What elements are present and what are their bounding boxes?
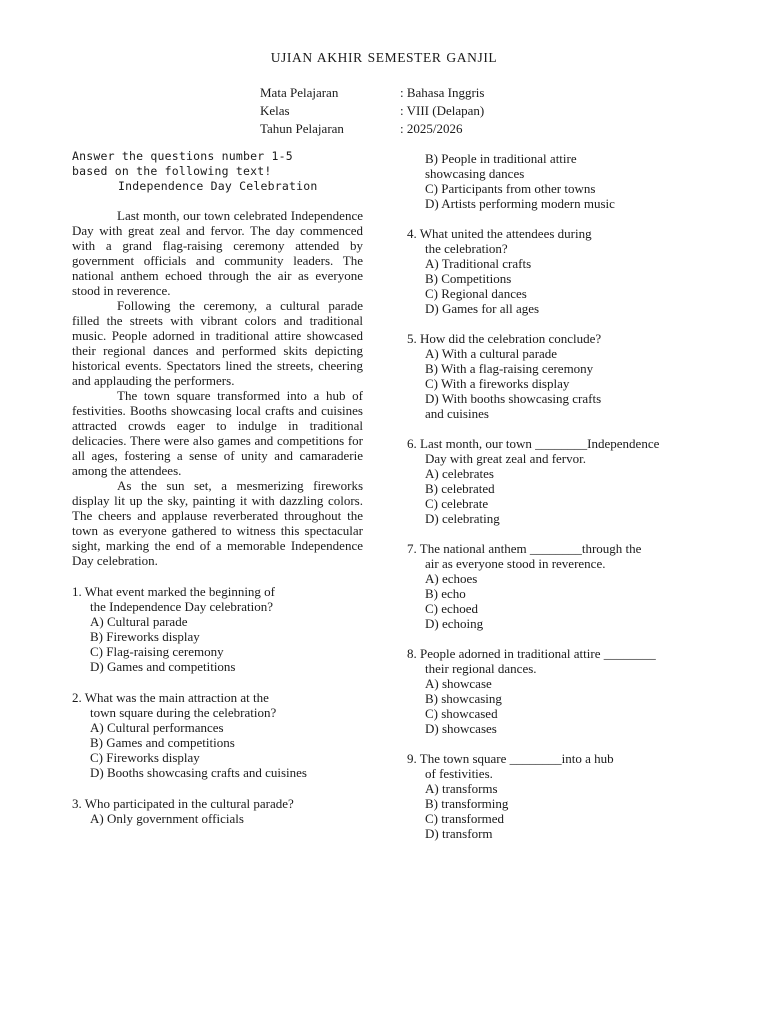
info-row-year bbox=[260, 120, 484, 138]
option: C) Participants from other towns bbox=[425, 181, 596, 196]
story-title: Independence Day Celebration bbox=[118, 179, 318, 193]
option: D) Booths showcasing crafts and cuisines bbox=[90, 765, 307, 780]
option: C) With a fireworks display bbox=[425, 376, 570, 391]
info-value: : VIII (Delapan) bbox=[400, 103, 485, 118]
passage-paragraph: Following the ceremony, a cultural parade filled the streets with vibrant colors and traditional music. People adorned in traditional attire showcased their regional dances and performed skits depicting historical events. Spectators lined the streets, cheering and applauding the performers. bbox=[72, 298, 363, 388]
info-value: : Bahasa Inggris bbox=[400, 85, 485, 100]
option: C) Regional dances bbox=[425, 286, 527, 301]
passage-paragraph: Last month, our town celebrated Independence Day with great zeal and fervor. The day commenced with a grand flag-raising ceremony attended by government officials and community leaders. The national anthem echoed through the air as everyone stood in reverence. bbox=[72, 208, 363, 298]
left-column bbox=[72, 149, 363, 826]
option: A) Only government officials bbox=[90, 811, 244, 826]
option: C) Fireworks display bbox=[90, 750, 200, 765]
info-label: Kelas bbox=[260, 103, 290, 118]
option: C) celebrate bbox=[425, 496, 489, 511]
option: D) Games for all ages bbox=[425, 301, 540, 316]
right-column bbox=[407, 151, 707, 841]
option: D) With booths showcasing crafts bbox=[425, 391, 602, 406]
option: C) showcased bbox=[425, 706, 498, 721]
question-text: 2. What was the main attraction at the bbox=[72, 690, 269, 705]
question-9 bbox=[407, 751, 707, 841]
option: A) Cultural parade bbox=[90, 614, 188, 629]
option: and cuisines bbox=[425, 406, 489, 421]
option: B) transforming bbox=[425, 796, 509, 811]
instruction-line: Answer the questions number 1-5 bbox=[72, 149, 293, 163]
question-text: 7. The national anthem ________through the bbox=[407, 541, 642, 556]
option: A) With a cultural parade bbox=[425, 346, 558, 361]
option: C) echoed bbox=[425, 601, 479, 616]
option: D) echoing bbox=[425, 616, 484, 631]
option: D) Artists performing modern music bbox=[425, 196, 615, 211]
question-text: of festivities. bbox=[425, 766, 493, 781]
option: A) Traditional crafts bbox=[425, 256, 532, 271]
question-text: 5. How did the celebration conclude? bbox=[407, 331, 602, 346]
option: B) echo bbox=[425, 586, 466, 601]
question-text: 4. What united the attendees during bbox=[407, 226, 592, 241]
option: A) echoes bbox=[425, 571, 478, 586]
passage-paragraph: The town square transformed into a hub of festivities. Booths showcasing local crafts and cuisines attracted crowds eager to indulge in traditional delicacies. There were also games and competitions for all ages, fostering a sense of unity and camaraderie among the attendees. bbox=[72, 388, 363, 478]
option: D) Games and competitions bbox=[90, 659, 236, 674]
option: B) With a flag-raising ceremony bbox=[425, 361, 594, 376]
info-label: Tahun Pelajaran bbox=[260, 121, 344, 136]
option: A) showcase bbox=[425, 676, 492, 691]
option: A) Cultural performances bbox=[90, 720, 224, 735]
option: C) Flag-raising ceremony bbox=[90, 644, 224, 659]
question-1 bbox=[72, 584, 363, 674]
question-text: town square during the celebration? bbox=[90, 705, 277, 720]
question-text: 8. People adorned in traditional attire ________ bbox=[407, 646, 656, 661]
info-label: Mata Pelajaran bbox=[260, 85, 339, 100]
option: D) celebrating bbox=[425, 511, 500, 526]
info-value: : 2025/2026 bbox=[400, 121, 463, 136]
question-5 bbox=[407, 331, 707, 421]
option: B) Competitions bbox=[425, 271, 512, 286]
option: C) transformed bbox=[425, 811, 505, 826]
question-text: their regional dances. bbox=[425, 661, 537, 676]
exam-title: UJIAN AKHIR SEMESTER GANJIL bbox=[270, 50, 498, 65]
question-text: 3. Who participated in the cultural parade? bbox=[72, 796, 294, 811]
question-4 bbox=[407, 226, 707, 316]
question-7 bbox=[407, 541, 707, 631]
option: B) Fireworks display bbox=[90, 629, 200, 644]
exam-info bbox=[260, 84, 484, 138]
question-text: 6. Last month, our town ________Independence bbox=[407, 436, 660, 451]
option: B) celebrated bbox=[425, 481, 495, 496]
question-8 bbox=[407, 646, 707, 736]
question-3 bbox=[72, 796, 363, 826]
question-text: 1. What event marked the beginning of bbox=[72, 584, 276, 599]
info-row-class bbox=[260, 102, 484, 120]
option: A) celebrates bbox=[425, 466, 494, 481]
question-3-continued bbox=[407, 151, 707, 211]
question-text: the Independence Day celebration? bbox=[90, 599, 273, 614]
info-row-subject bbox=[260, 84, 484, 102]
option: B) People in traditional attire bbox=[425, 151, 577, 166]
option: showcasing dances bbox=[425, 166, 525, 181]
question-6 bbox=[407, 436, 707, 526]
question-text: air as everyone stood in reverence. bbox=[425, 556, 606, 571]
question-text: Day with great zeal and fervor. bbox=[425, 451, 586, 466]
question-text: the celebration? bbox=[425, 241, 508, 256]
option: D) transform bbox=[425, 826, 493, 841]
instructions bbox=[72, 149, 363, 194]
option: B) Games and competitions bbox=[90, 735, 235, 750]
question-2 bbox=[72, 690, 363, 780]
option: D) showcases bbox=[425, 721, 497, 736]
option: A) transforms bbox=[425, 781, 498, 796]
passage-paragraph: As the sun set, a mesmerizing fireworks display lit up the sky, painting it with dazzling colors. The cheers and applause reverberated throughout the town as everyone gathered to witness this spectacular sight, marking the end of a memorable Independence Day celebration. bbox=[72, 478, 363, 568]
reading-passage bbox=[72, 208, 363, 568]
instruction-line: based on the following text! bbox=[72, 164, 272, 178]
option: B) showcasing bbox=[425, 691, 502, 706]
question-text: 9. The town square ________into a hub bbox=[407, 751, 614, 766]
